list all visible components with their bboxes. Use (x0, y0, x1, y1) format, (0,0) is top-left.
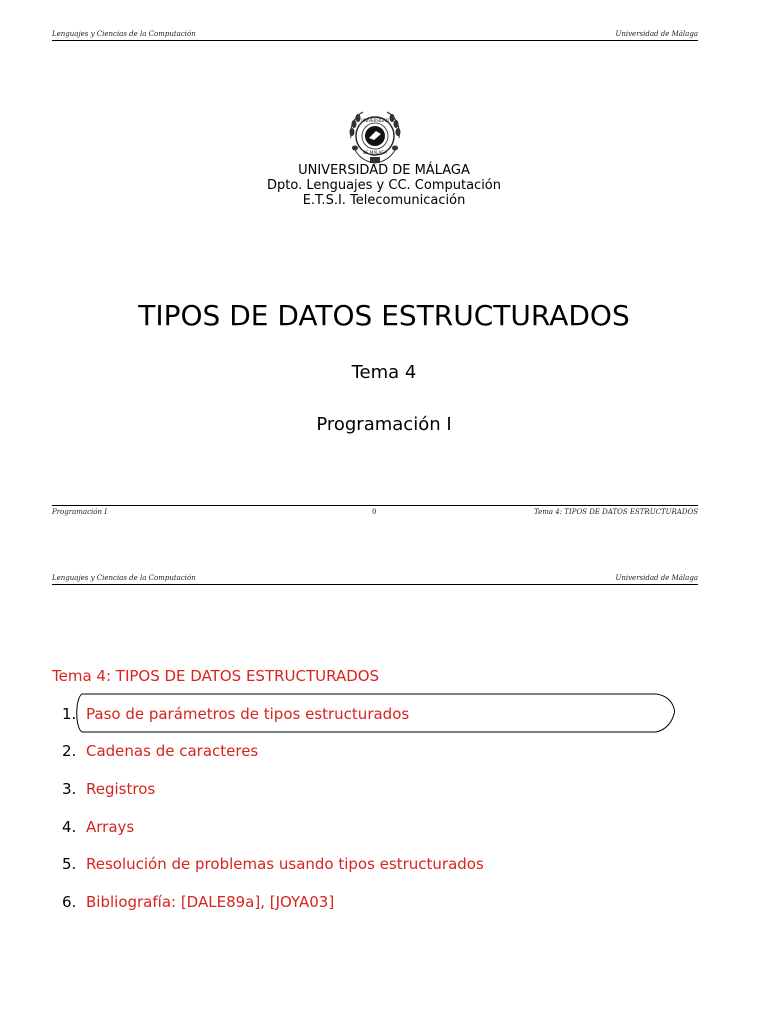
seal-text-bottom: DE MÁLAGA (363, 150, 387, 155)
toc-item-6[interactable] (62, 893, 334, 911)
course-name: Programación I (316, 414, 452, 435)
seal-text-top: UNIVERSIDAD (361, 118, 389, 123)
toc-item-3-number: 3. (62, 780, 77, 798)
toc-item-4[interactable] (62, 818, 134, 836)
university-seal-logo (345, 108, 405, 166)
footer-left: Programación I (52, 508, 107, 516)
footer-page-number: 0 (372, 508, 377, 516)
university-name: UNIVERSIDAD DE MÁLAGA (298, 163, 470, 178)
presentation-title: TIPOS DE DATOS ESTRUCTURADOS (138, 299, 630, 332)
footer-rule (52, 505, 698, 506)
toc-item-6-link[interactable]: Bibliografía: [DALE89a], [JOYA03] (86, 893, 335, 911)
toc-item-5-number: 5. (62, 855, 77, 873)
toc-item-6-number: 6. (62, 893, 77, 911)
toc-item-1-number: 1. (62, 705, 77, 723)
toc-item-2[interactable] (62, 742, 258, 760)
slide2-header-rule (52, 584, 698, 585)
toc-item-4-link[interactable]: Arrays (86, 818, 135, 836)
header-right: Universidad de Málaga (615, 30, 698, 38)
footer-right: Tema 4: TIPOS DE DATOS ESTRUCTURADOS (533, 508, 698, 516)
presentation-subtitle: Tema 4 (351, 362, 417, 383)
toc-item-3[interactable] (62, 780, 155, 798)
toc-item-1[interactable] (62, 705, 409, 723)
toc-item-5-link[interactable]: Resolución de problemas usando tipos estructurados (86, 855, 484, 873)
slide2-header-left: Lenguajes y Ciencias de la Computación (52, 574, 196, 582)
toc-item-3-link[interactable]: Registros (86, 780, 156, 798)
section-heading: Tema 4: TIPOS DE DATOS ESTRUCTURADOS (52, 667, 380, 685)
toc-item-4-number: 4. (62, 818, 77, 836)
header-rule (52, 40, 698, 41)
school-name: E.T.S.I. Telecomunicación (302, 193, 466, 208)
toc-item-5[interactable] (62, 855, 484, 873)
toc-item-2-link[interactable]: Cadenas de caracteres (86, 742, 259, 760)
toc-item-2-number: 2. (62, 742, 77, 760)
slide2-header-right: Universidad de Málaga (615, 574, 698, 582)
toc-item-1-link[interactable]: Paso de parámetros de tipos estructurados (86, 705, 410, 723)
department-name: Dpto. Lenguajes y CC. Computación (266, 178, 502, 193)
header-left: Lenguajes y Ciencias de la Computación (52, 30, 196, 38)
